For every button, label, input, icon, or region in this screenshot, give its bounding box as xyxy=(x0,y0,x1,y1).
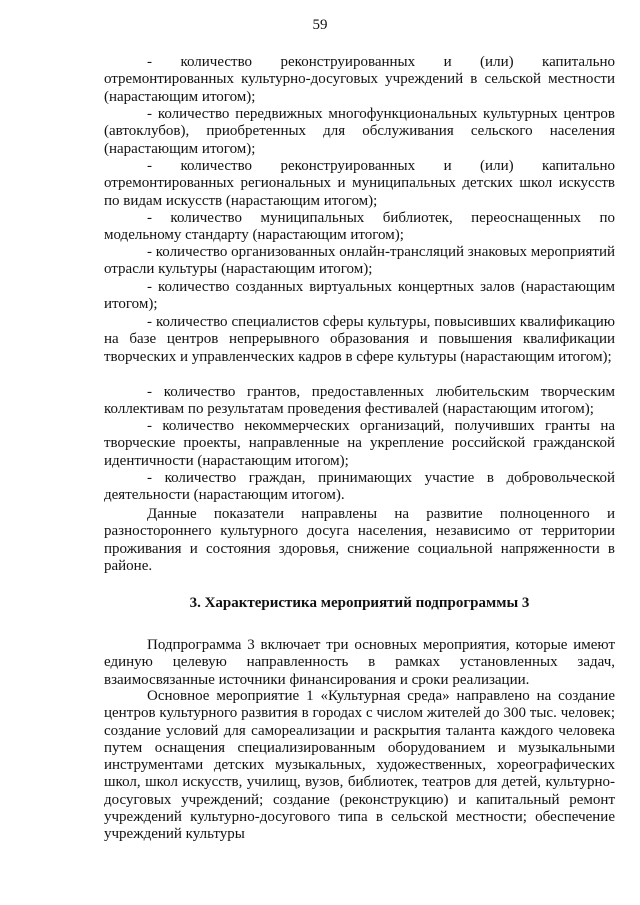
indicator-paragraph: - количество реконструированных и (или) капитально отремонтированных региональных и муниципальных детских школ искусств по видам искусств (нарастающим итогом); xyxy=(104,158,615,209)
indicator-paragraph: - количество некоммерческих организаций, получивших гранты на творческие проекты, направленные на укрепление российской гражданской идентичности (нарастающим итогом); xyxy=(104,418,615,469)
indicator-paragraph: - количество муниципальных библиотек, переоснащенных по модельному стандарту (нарастающим итогом); xyxy=(104,210,615,244)
indicator-paragraph: - количество реконструированных и (или) капитально отремонтированных культурно-досуговых учреждений в сельской местности (нарастающим итогом); xyxy=(104,54,615,105)
indicator-paragraph: - количество организованных онлайн-трансляций знаковых мероприятий отрасли культуры (нарастающим итогом); xyxy=(104,244,616,278)
indicator-paragraph: - количество специалистов сферы культуры, повысивших квалификацию на базе центров непрерывного образования и повышения квалификации творческих и управленческих кадров в сфере культуры (нарастающим итогом); xyxy=(104,314,615,365)
indicator-paragraph: - количество грантов, предоставленных любительским творческим коллективам по результатам проведения фестивалей (нарастающим итогом); xyxy=(104,384,615,418)
summary-paragraph: Данные показатели направлены на развитие полноценного и разностороннего культурного досуга населения, независимо от территории проживания и состояния здоровья, снижение социальной напряженности в районе. xyxy=(104,506,615,574)
page-number: 59 xyxy=(312,17,328,33)
section-heading: 3. Характеристика мероприятий подпрограммы 3 xyxy=(189,595,530,611)
indicator-paragraph: - количество созданных виртуальных концертных залов (нарастающим итогом); xyxy=(104,279,615,313)
indicator-paragraph: - количество передвижных многофункциональных культурных центров (автоклубов), приобретенных для обслуживания сельского населения (нарастающим итогом); xyxy=(104,106,615,157)
indicator-paragraph: - количество граждан, принимающих участие в добровольческой деятельности (нарастающим итогом). xyxy=(104,470,615,504)
section-paragraph: Подпрограмма 3 включает три основных мероприятия, которые имеют единую целевую направленность в рамках установленных задач, взаимосвязанные источники финансирования и сроки реализации. xyxy=(104,637,615,688)
section-paragraph: Основное мероприятие 1 «Культурная среда» направлено на создание центров культурного развития в городах с числом жителей до 300 тыс. человек; создание условий для самореализации и раскрытия таланта каждого человека путем оснащения специализированным оборудованием и музыкальными инструментами детских музыкальных, художественных, хореографических школ, школ искусств, училищ, вузов, библиотек, театров для детей, культурно-досуговых учреждений; создание (реконструкцию) и капитальный ремонт учреждений культурно-досугового типа в сельской местности; обеспечение учреждений культуры xyxy=(104,688,615,843)
